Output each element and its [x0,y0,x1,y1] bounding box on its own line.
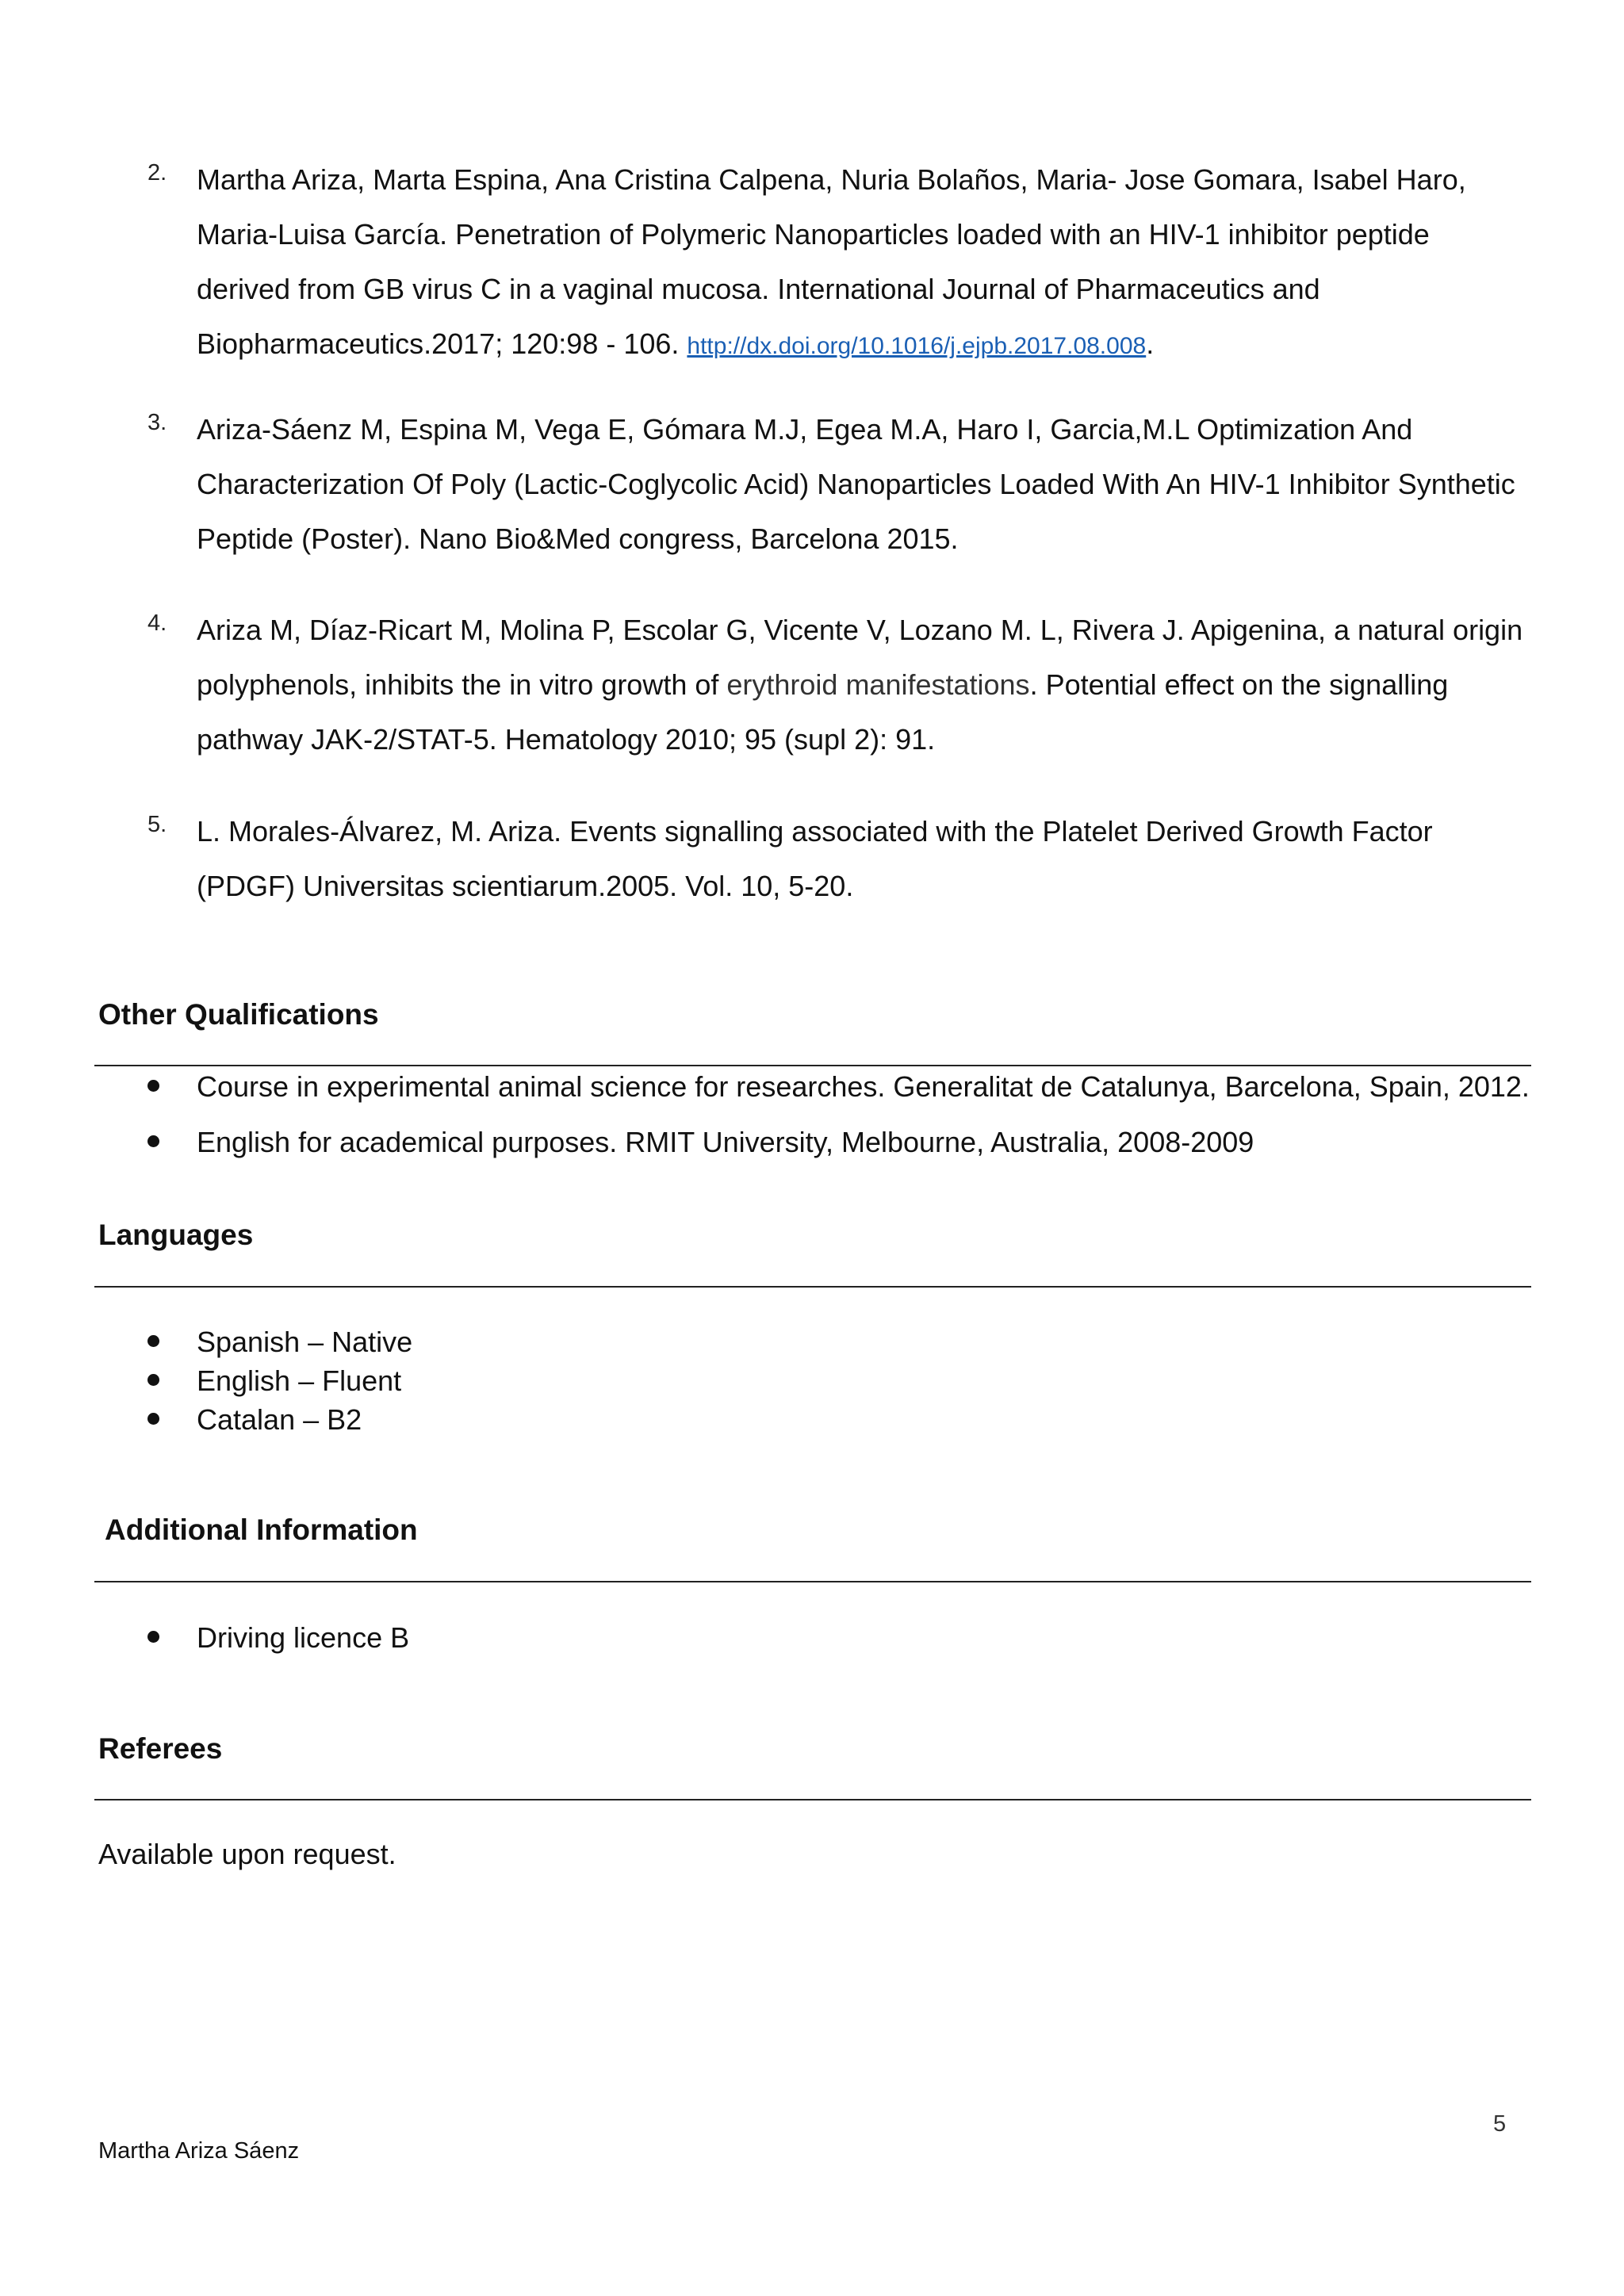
bullet-icon [147,1374,159,1386]
referees-text: Available upon request. [98,1838,396,1870]
doi-link[interactable]: http://dx.doi.org/10.1016/j.ejpb.2017.08.008 [687,333,1147,359]
bullet-icon [147,1080,159,1092]
bullet-icon [147,1135,159,1147]
page-number: 5 [1493,2111,1507,2137]
publication-text: Ariza M, Díaz-Ricart M, Molina P, Escolar G, Vicente V, Lozano M. L, Rivera J. Apigenina, a natural origin polyphenols, inhibits the in vitro growth of erythroid manifestations. Potential effect on the signalling pathway JAK-2/STAT-5. Hematology 2010; 95 (supl 2): 91. [197,614,1523,756]
section-heading-other-qualifications: Other Qualifications [98,998,379,1031]
section-heading-referees: Referees [98,1732,223,1765]
list-number: 3. [147,410,167,435]
section-divider [94,1581,1531,1582]
bullet-icon [147,1413,159,1425]
publication-text: L. Morales-Álvarez, M. Ariza. Events signalling associated with the Platelet Derived Growth Factor (PDGF) Universitas scientiarum.2005. Vol. 10, 5-20. [197,815,1433,902]
bullet-icon [147,1631,159,1643]
section-divider [94,1799,1531,1800]
list-number: 2. [147,160,167,186]
section-heading-additional-information: Additional Information [105,1513,418,1546]
footer-author-name: Martha Ariza Sáenz [98,2138,300,2164]
bullet-icon [147,1335,159,1347]
list-number: 4. [147,610,167,636]
section-divider [94,1286,1531,1288]
list-number: 5. [147,812,167,837]
section-heading-languages: Languages [98,1219,254,1251]
section-divider [94,1065,1531,1066]
publication-text: Martha Ariza, Marta Espina, Ana Cristina Calpena, Nuria Bolaños, Maria- Jose Gomara, Isabel Haro, Maria-Luisa García. Penetration of Polymeric Nanoparticles loaded with an HIV-1 inhibitor peptide derived from GB virus C in a vaginal mucosa. International Journal of Pharmaceutics and Biopharmaceutics.2017; 120:98 - 106. http://dx.doi.org/10.1016/j.ejpb.2017.08.008. [197,163,1466,360]
publication-text: Ariza-Sáenz M, Espina M, Vega E, Gómara M.J, Egea M.A, Haro I, Garcia,M.L Optimization And Characterization Of Poly (Lactic-Coglycolic Acid) Nanoparticles Loaded With An HIV-1 Inhibitor Synthetic Peptide (Poster). Nano Bio&Med congress, Barcelona 2015. [197,413,1515,555]
